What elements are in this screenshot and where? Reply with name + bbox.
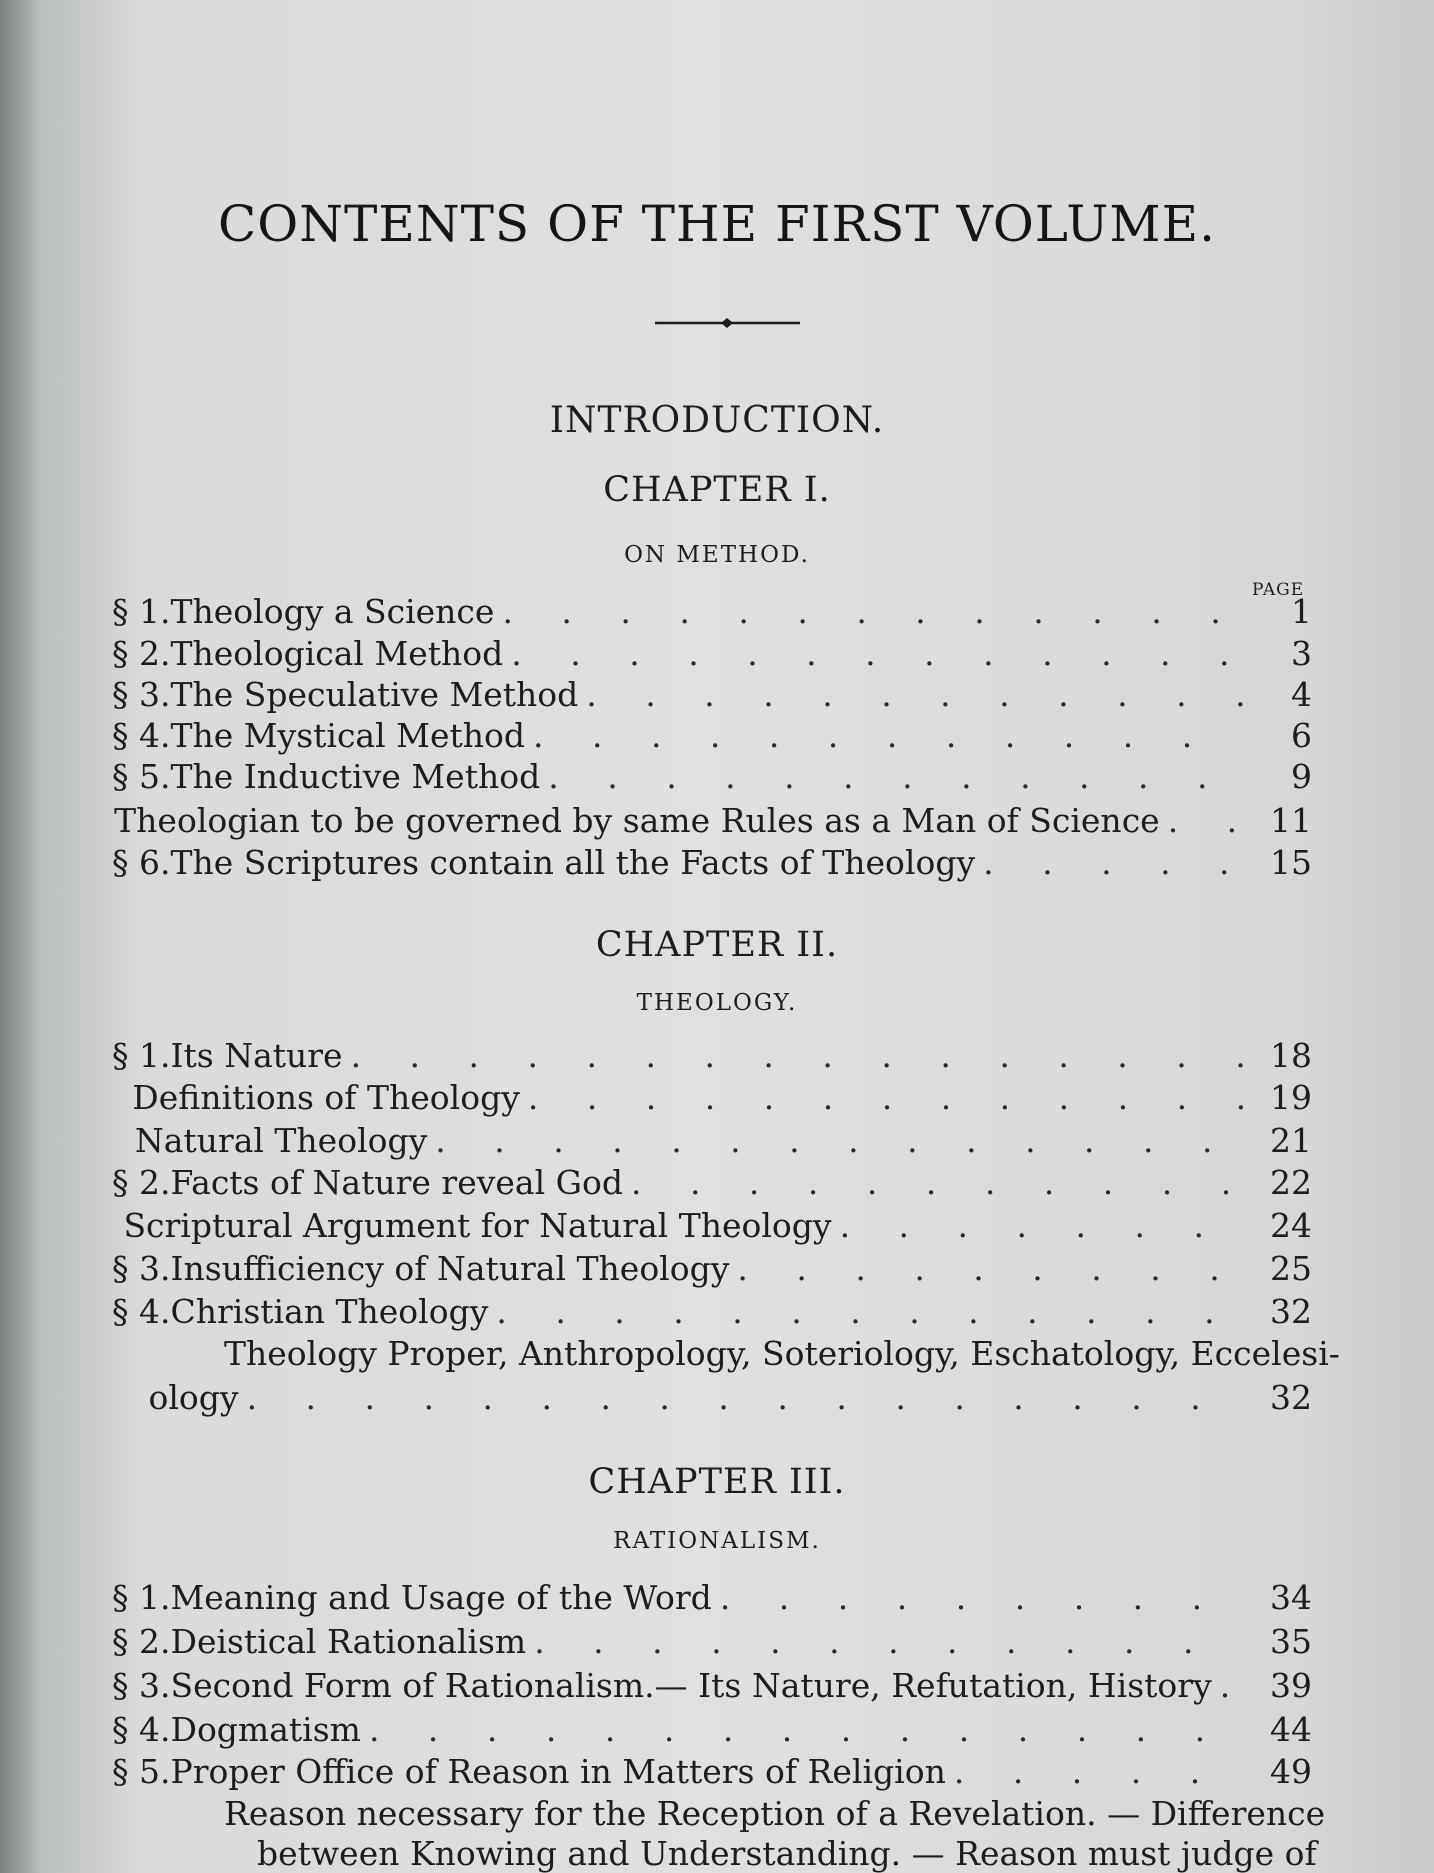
page-number: 35 bbox=[1270, 1622, 1312, 1661]
section-number: § 1. bbox=[112, 1578, 171, 1617]
toc-entry bbox=[112, 1206, 1312, 1250]
toc-entry bbox=[112, 1622, 1312, 1666]
leader-dots bbox=[511, 634, 1244, 673]
page-number: 6 bbox=[1291, 716, 1312, 755]
section-number: § 2. bbox=[112, 1163, 171, 1202]
entry-title: The Mystical Method bbox=[170, 716, 525, 755]
toc-entry bbox=[112, 592, 1312, 636]
leader-dots bbox=[840, 1206, 1244, 1245]
introduction-heading: INTRODUCTION. bbox=[549, 400, 885, 441]
toc-entry bbox=[112, 675, 1312, 719]
entry-title: Second Form of Rationalism.— Its Nature, Refutation, History bbox=[170, 1666, 1212, 1705]
leader-dots bbox=[631, 1163, 1244, 1202]
section-number: § 3. bbox=[112, 1249, 171, 1288]
entry-title: Natural Theology bbox=[134, 1121, 428, 1160]
entry-title: Meaning and Usage of the Word bbox=[170, 1578, 712, 1617]
toc-entry bbox=[112, 1378, 1312, 1422]
leader-dots bbox=[528, 1078, 1244, 1117]
page-number: 9 bbox=[1291, 757, 1312, 796]
section-number: § 2. bbox=[112, 634, 171, 673]
page-number: 15 bbox=[1270, 843, 1312, 882]
entry-title: Facts of Nature reveal God bbox=[170, 1163, 623, 1202]
leader-dots bbox=[533, 716, 1244, 755]
chapter-subheading: ON METHOD. bbox=[624, 542, 810, 568]
page-number: 22 bbox=[1270, 1163, 1312, 1202]
entry-title: Scriptural Argument for Natural Theology bbox=[123, 1206, 832, 1245]
toc-entry bbox=[112, 1078, 1312, 1122]
leader-dots bbox=[496, 1292, 1244, 1331]
section-number: § 1. bbox=[112, 1036, 171, 1075]
entry-title: Theology a Science bbox=[170, 592, 495, 631]
toc-entry bbox=[112, 757, 1312, 801]
toc-entry bbox=[112, 1752, 1312, 1796]
page-number: 19 bbox=[1270, 1078, 1312, 1117]
section-number: § 3. bbox=[112, 675, 171, 714]
leader-dots bbox=[502, 592, 1244, 631]
section-number: § 1. bbox=[112, 592, 171, 631]
entry-title: Its Nature bbox=[170, 1036, 343, 1075]
toc-entry bbox=[112, 1121, 1312, 1165]
page-number: 21 bbox=[1270, 1121, 1312, 1160]
leader-dots bbox=[247, 1378, 1244, 1417]
chapter-heading: CHAPTER III. bbox=[588, 1462, 846, 1502]
section-number: § 4. bbox=[112, 1292, 171, 1331]
entry-title: Christian Theology bbox=[170, 1292, 489, 1331]
page-number: 1 bbox=[1291, 592, 1312, 631]
entry-title: Reason necessary for the Reception of a Revelation. — Difference bbox=[224, 1794, 1326, 1833]
toc-entry bbox=[112, 1249, 1312, 1293]
toc-entry bbox=[112, 1578, 1312, 1622]
entry-title: The Inductive Method bbox=[170, 757, 541, 796]
page-number: 44 bbox=[1270, 1710, 1312, 1749]
entry-title: The Scriptures contain all the Facts of Theology bbox=[170, 843, 976, 882]
toc-entry bbox=[112, 1163, 1312, 1207]
toc-entry bbox=[112, 1710, 1312, 1754]
toc-entry-continuation bbox=[112, 1834, 1317, 1873]
leader-dots bbox=[369, 1710, 1244, 1749]
toc-entry bbox=[112, 716, 1312, 760]
toc-entry-continuation bbox=[112, 1334, 1340, 1373]
ornament-rule-icon bbox=[655, 317, 800, 329]
entry-title: Deistical Rationalism bbox=[170, 1622, 527, 1661]
chapter-subheading: RATIONALISM. bbox=[613, 1528, 821, 1554]
entry-title: ology bbox=[148, 1378, 239, 1417]
section-number: § 3. bbox=[112, 1666, 171, 1705]
leader-dots bbox=[586, 675, 1244, 714]
page-number: 32 bbox=[1270, 1378, 1312, 1417]
page-number: 34 bbox=[1270, 1578, 1312, 1617]
section-number: § 4. bbox=[112, 716, 171, 755]
leader-dots bbox=[351, 1036, 1244, 1075]
toc-entry bbox=[112, 1292, 1312, 1336]
leader-dots bbox=[720, 1578, 1244, 1617]
entry-title: between Knowing and Understanding. — Reason must judge of bbox=[257, 1834, 1317, 1873]
page-number: 49 bbox=[1270, 1752, 1312, 1791]
page-number: 39 bbox=[1270, 1666, 1312, 1705]
page-number: 18 bbox=[1270, 1036, 1312, 1075]
page-number: 3 bbox=[1291, 634, 1312, 673]
entry-title: Definitions of Theology bbox=[132, 1078, 520, 1117]
leader-dots bbox=[1220, 1666, 1244, 1705]
entry-title: Proper Office of Reason in Matters of Religion bbox=[170, 1752, 946, 1791]
chapter-heading: CHAPTER II. bbox=[595, 925, 839, 965]
page-number: 32 bbox=[1270, 1292, 1312, 1331]
page-column-label: PAGE bbox=[1252, 580, 1305, 600]
leader-dots bbox=[983, 843, 1244, 882]
chapter-subheading: THEOLOGY. bbox=[636, 990, 798, 1016]
toc-entry-continuation bbox=[112, 1794, 1326, 1833]
section-number: § 4. bbox=[112, 1710, 171, 1749]
leader-dots bbox=[534, 1622, 1244, 1661]
leader-dots bbox=[1168, 801, 1244, 840]
entry-title: Theological Method bbox=[170, 634, 504, 673]
toc-entry bbox=[112, 801, 1312, 845]
entry-title: Dogmatism bbox=[170, 1710, 361, 1749]
page-title: CONTENTS OF THE FIRST VOLUME. bbox=[217, 195, 1217, 253]
page-number: 11 bbox=[1270, 801, 1312, 840]
toc-entry bbox=[112, 634, 1312, 678]
page-number: 4 bbox=[1291, 675, 1312, 714]
section-number: § 5. bbox=[112, 1752, 171, 1791]
toc-entry bbox=[112, 1666, 1312, 1710]
page-number: 25 bbox=[1270, 1249, 1312, 1288]
leader-dots bbox=[954, 1752, 1244, 1791]
leader-dots bbox=[548, 757, 1244, 796]
section-number: § 2. bbox=[112, 1622, 171, 1661]
page-number: 24 bbox=[1270, 1206, 1312, 1245]
leader-dots bbox=[435, 1121, 1244, 1160]
entry-title: Insufficiency of Natural Theology bbox=[170, 1249, 730, 1288]
section-number: § 5. bbox=[112, 757, 171, 796]
chapter-heading: CHAPTER I. bbox=[603, 470, 831, 510]
toc-entry bbox=[112, 1036, 1312, 1080]
section-number: § 6. bbox=[112, 843, 171, 882]
toc-entry bbox=[112, 843, 1312, 887]
entry-title: Theologian to be governed by same Rules as a Man of Science bbox=[114, 801, 1160, 840]
entry-title: Theology Proper, Anthropology, Soteriology, Eschatology, Eccelesi- bbox=[224, 1334, 1340, 1373]
leader-dots bbox=[737, 1249, 1244, 1288]
entry-title: The Speculative Method bbox=[170, 675, 579, 714]
